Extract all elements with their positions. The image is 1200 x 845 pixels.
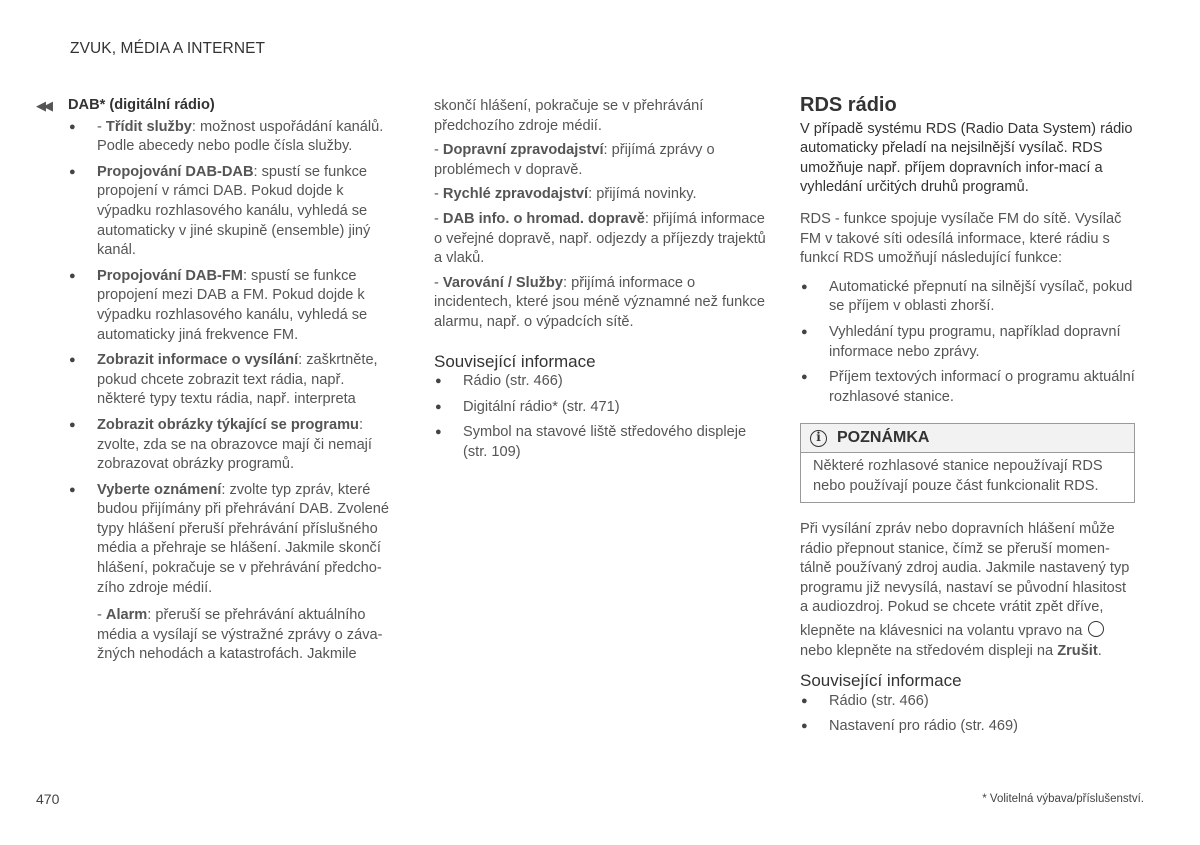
announcement-paragraph: - Rychlé zpravodajství: přijímá novinky. <box>434 186 697 203</box>
announcement-paragraph: - Varování / Služby: přijímá informace o incidentech, které jsou méně významné než funkce alarmu, např. o výpadcích sítě. <box>434 274 765 330</box>
list-item: ● Propojování DAB-DAB: spustí se funkce propojení v rámci DAB. Pokud dojde k výpadku rozhlasového kanálu, vyhledá se automaticky v jiné skupině (ensemble) jiný kanál. <box>36 163 396 261</box>
list-item: ● Vyhledání typu programu, například dopravní informace nebo zprávy. <box>800 323 1135 362</box>
info-icon: i <box>810 430 827 447</box>
list-item: ● Příjem textových informací o programu aktuální rozhlasové stanice. <box>800 368 1135 407</box>
dab-options-list <box>36 118 396 599</box>
section-title-dab <box>36 96 396 116</box>
list-item: ● Zobrazit obrázky týkající se programu: zvolte, zda se na obrazovce mají či nemají zobrazovat obrázky programů. <box>36 416 396 475</box>
note-box <box>800 423 1135 503</box>
dab-title: DAB* (digitální rádio) <box>68 97 215 113</box>
related-info-list <box>800 692 1135 737</box>
rds-intro: V případě systému RDS (Radio Data System) rádio automaticky přeladí na nejsilnější vysílač. RDS umožňuje např. příjem dopravních infor-mací a vyhledání určitých druhů programů. <box>800 120 1133 196</box>
list-item: ● - Třídit služby: možnost uspořádání kanálů. Podle abecedy nebo podle čísla služby. <box>36 118 396 157</box>
rds-title: RDS rádio <box>800 94 897 116</box>
alarm-paragraph: - Alarm: přeruší se přehrávání aktuálního média a vysílají se výstražné zprávy o záva-žných nehodách a katastrofách. Jakmile <box>97 607 383 663</box>
announcement-paragraph: - DAB info. o hromad. dopravě: přijímá informace o veřejné dopravě, např. odjezdy a příjezdy trajektů a vlaků. <box>434 210 766 267</box>
footnote: * Volitelná výbava/příslušenství. <box>982 793 1144 805</box>
related-info-heading: Související informace <box>800 671 962 691</box>
note-header <box>801 424 1134 453</box>
related-link[interactable]: ● Rádio (str. 466) <box>800 692 1135 712</box>
related-link[interactable]: ● Nastavení pro rádio (str. 469) <box>800 717 1135 737</box>
rds-functions-list <box>800 278 1135 408</box>
announcement-paragraph: - Dopravní zpravodajství: přijímá zprávy o problémech v dopravě. <box>434 142 715 178</box>
list-item: ● Vyberte oznámení: zvolte typ zpráv, které budou přijímány při přehrávání DAB. Zvolené typy hlášení přeruší přehrávání příslušného média a přehraje se hlášení. Jakmile skončí hlášení, pokračuje se v přehrávání předcho-zího zdroje médií. <box>36 481 396 599</box>
list-item: ● Zobrazit informace o vysílání: zaškrtněte, pokud chcete zobrazit text rádia, např. některé typy textu rádia, např. interpreta <box>36 351 396 410</box>
column-rds <box>800 96 1135 743</box>
rds-paragraph: Při vysílání zpráv nebo dopravních hlášení může rádio přepnout stanice, čímž se přeruší momen-tálně používaný zdroj audia. Jakmile nastavený typ programu již nevysílá, nastaví se původní hlasitost a audiozdroj. Pokud se chcete vrátit zpět dříve, <box>800 521 1130 616</box>
running-header: ZVUK, MÉDIA A INTERNET <box>70 40 266 57</box>
back-arrows-icon: ◀◀ <box>36 98 50 113</box>
cancel-instruction: klepněte na klávesnici na volantu vpravo na nebo klepněte na středovém displeji na Zrušit. <box>800 622 1135 661</box>
note-title: POZNÁMKA <box>837 429 930 447</box>
steering-wheel-button-icon <box>1088 621 1104 637</box>
list-item: ● Propojování DAB-FM: spustí se funkce propojení mezi DAB a FM. Pokud dojde k výpadku rozhlasového kanálu, vyhledá se automaticky jiná frekvence FM. <box>36 267 396 345</box>
column-dab <box>36 96 396 665</box>
cancel-label: Zrušit <box>1057 642 1098 659</box>
note-text: Některé rozhlasové stanice nepoužívají RDS nebo používají pouze část funkcionalit RDS. <box>813 457 1103 494</box>
related-link[interactable]: ● Symbol na stavové liště středového displeje (str. 109) <box>434 423 774 462</box>
list-item: ● Automatické přepnutí na silnější vysílač, pokud se příjem v oblasti zhorší. <box>800 278 1135 317</box>
page-number: 470 <box>36 791 60 807</box>
related-link[interactable]: ● Digitální rádio* (str. 471) <box>434 398 774 418</box>
related-info-heading: Související informace <box>434 351 596 371</box>
continued-text: skončí hlášení, pokračuje se v přehrávání předchozího zdroje médií. <box>434 98 704 134</box>
rds-paragraph: RDS - funkce spojuje vysílače FM do sítě. Vysílač FM v takové síti odesílá informace, které rádiu s funkcí RDS umožňují následující funkce: <box>800 210 1122 267</box>
related-link[interactable]: ● Rádio (str. 466) <box>434 372 774 392</box>
related-info-list <box>434 372 774 462</box>
column-announcements <box>434 97 774 469</box>
